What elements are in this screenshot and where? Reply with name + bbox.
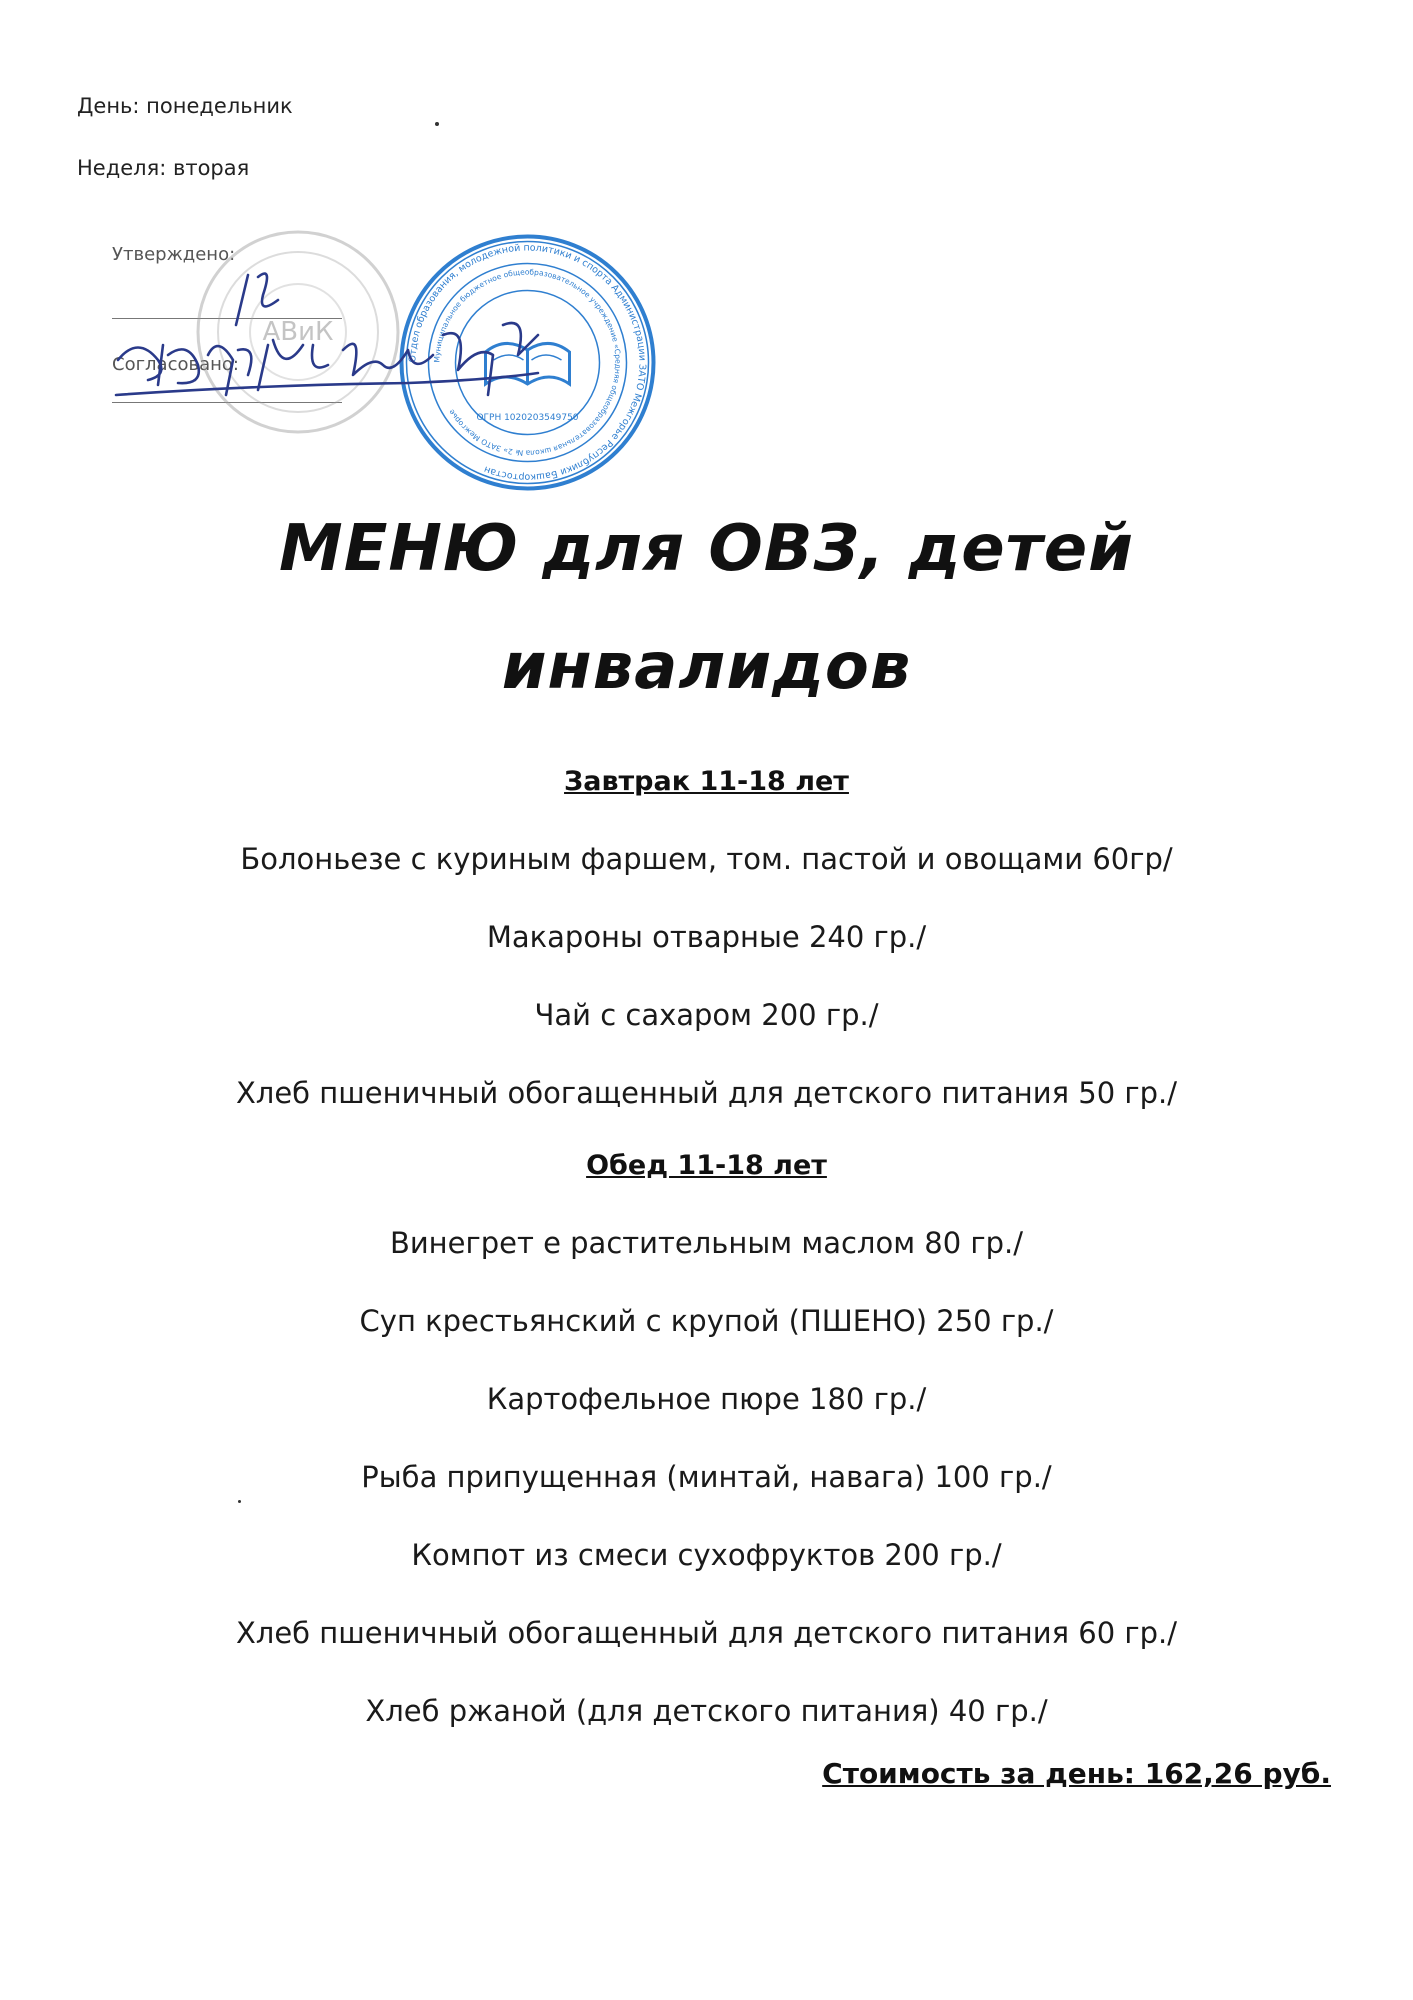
- breakfast-heading: Завтрак 11-18 лет: [564, 766, 849, 797]
- page-title-line-2: инвалидов: [501, 630, 912, 704]
- lunch-item: Хлеб пшеничный обогащенный для детского питания 60 гр./: [235, 1616, 1178, 1650]
- week-label: Неделя: вторая: [77, 156, 250, 180]
- breakfast-item: Макароны отварные 240 гр./: [486, 920, 927, 954]
- breakfast-item: Хлеб пшеничный обогащенный для детского питания 50 гр./: [235, 1076, 1178, 1110]
- lunch-item: Картофельное пюре 180 гр./: [486, 1382, 927, 1416]
- svg-text:АВиК: АВиК: [262, 317, 334, 347]
- approved-label: Утверждено:: [112, 244, 236, 265]
- stamp-outer-text: Отдел образования, молодежной политики и спорта Администрации ЗАТО Межгорье Республики Башкортостан: [407, 242, 648, 483]
- lunch-heading: Обед 11-18 лет: [586, 1150, 827, 1181]
- scan-speck: [435, 122, 439, 126]
- breakfast-item: Болоньезе с куриным фаршем, том. пастой и овощами 60гр/: [240, 842, 1173, 876]
- day-label: День: понедельник: [77, 94, 293, 118]
- lunch-item: Компот из смеси сухофруктов 200 гр./: [411, 1538, 1002, 1572]
- page-title-line-1: МЕНЮ для ОВЗ, детей: [279, 512, 1134, 586]
- lunch-item: Хлеб ржаной (для детского питания) 40 гр./: [365, 1694, 1048, 1728]
- stamp-ogrn: ОГРН 1020203549750: [476, 413, 579, 423]
- lunch-item: Суп крестьянский с крупой (ПШЕНО) 250 гр./: [359, 1304, 1054, 1338]
- agreed-label: Согласовано:: [112, 354, 239, 375]
- breakfast-item: Чай с сахаром 200 гр./: [534, 998, 879, 1032]
- handwritten-signature-icon: [108, 255, 548, 435]
- scan-speck: [238, 1500, 241, 1503]
- daily-cost-total: Стоимость за день: 162,26 руб.: [822, 1757, 1331, 1790]
- stamp-inner-text: Муниципальное бюджетное общеобразовательное учреждение «Средняя общеобразовательная школа № 2» ЗАТО Межгорье: [432, 267, 623, 458]
- lunch-item: Рыба припущенная (минтай, навага) 100 гр./: [361, 1460, 1052, 1494]
- lunch-item: Винегрет е растительным маслом 80 гр./: [389, 1226, 1024, 1260]
